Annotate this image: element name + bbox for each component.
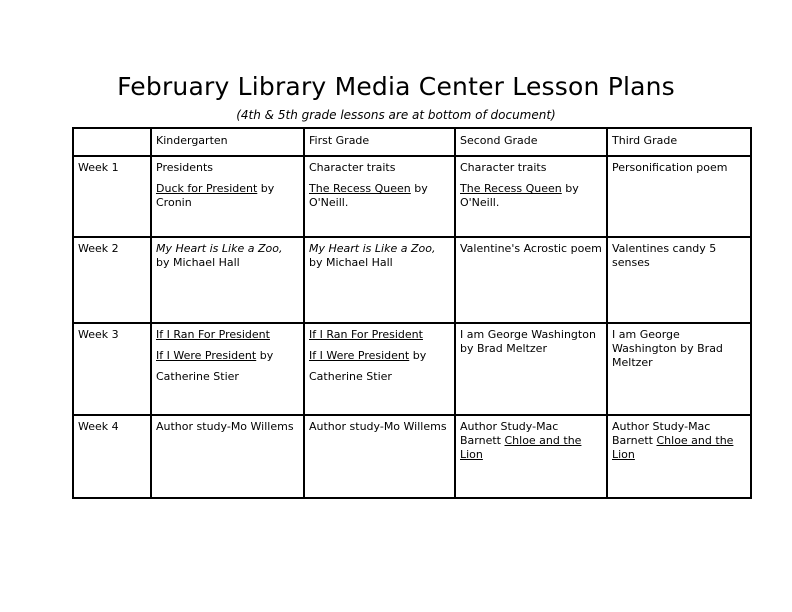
- cell-first-grade: [304, 323, 455, 415]
- table-row: [73, 323, 751, 415]
- by-text: by: [409, 349, 427, 362]
- book-title: If I Ran For President: [309, 328, 423, 341]
- cell-third-grade: [607, 323, 751, 415]
- book-title: The Recess Queen: [460, 182, 562, 195]
- author: Catherine Stier: [156, 370, 239, 383]
- topic: Valentines candy 5 senses: [612, 242, 717, 269]
- lesson-plan-table: [72, 127, 752, 499]
- topic: Author Study-Mac Barnett: [612, 420, 711, 447]
- table-row: [73, 415, 751, 498]
- table-header-row: [73, 128, 751, 156]
- topic: Author study-Mo Willems: [309, 420, 447, 433]
- book-title: Chloe and the Lion: [612, 434, 734, 461]
- by-text: by: [410, 182, 428, 195]
- book-title: Chloe and the Lion: [460, 434, 582, 461]
- book-title: If I Were President: [309, 349, 410, 362]
- week-label: Week 3: [73, 323, 151, 415]
- topic: I am George Washington by Brad Meltzer: [612, 328, 723, 369]
- week-label: Week 1: [73, 156, 151, 237]
- cell-second-grade: [455, 323, 607, 415]
- author: Catherine Stier: [309, 370, 392, 383]
- book-title: If I Were President: [156, 349, 257, 362]
- author: Cronin: [156, 196, 192, 209]
- cell-third-grade: [607, 156, 751, 237]
- topic: Character traits: [309, 161, 396, 174]
- header-second-grade: Second Grade: [455, 128, 607, 156]
- header-first-grade: First Grade: [304, 128, 455, 156]
- table-row: [73, 156, 751, 237]
- book-title: Duck for President: [156, 182, 258, 195]
- week-label: Week 2: [73, 237, 151, 323]
- header-blank: [73, 128, 151, 156]
- cell-second-grade: [455, 415, 607, 498]
- cell-first-grade: [304, 156, 455, 237]
- cell-second-grade: [455, 237, 607, 323]
- page-subtitle: (4th & 5th grade lessons are at bottom of document): [236, 108, 556, 122]
- topic: I am George Washington by Brad Meltzer: [460, 328, 596, 355]
- cell-third-grade: [607, 415, 751, 498]
- topic: Presidents: [156, 161, 214, 174]
- topic: Character traits: [460, 161, 547, 174]
- book-title: My Heart is Like a Zoo,: [156, 242, 283, 255]
- cell-kindergarten: [151, 237, 304, 323]
- cell-kindergarten: [151, 156, 304, 237]
- book-title: The Recess Queen: [309, 182, 411, 195]
- header-third-grade: Third Grade: [607, 128, 751, 156]
- author: O'Neill.: [460, 196, 500, 209]
- topic: Valentine's Acrostic poem: [460, 242, 602, 255]
- by-text: by: [257, 182, 275, 195]
- by-text: by: [561, 182, 579, 195]
- cell-third-grade: [607, 237, 751, 323]
- topic: Author Study-Mac Barnett: [460, 420, 559, 447]
- week-label: Week 4: [73, 415, 151, 498]
- book-title: My Heart is Like a Zoo,: [309, 242, 436, 255]
- author: by Michael Hall: [309, 256, 393, 269]
- author: by Michael Hall: [156, 256, 240, 269]
- page-title: February Library Media Center Lesson Plans: [117, 72, 675, 101]
- author: O'Neill.: [309, 196, 349, 209]
- by-text: by: [256, 349, 274, 362]
- cell-second-grade: [455, 156, 607, 237]
- topic: Personification poem: [612, 161, 728, 174]
- header-kindergarten: Kindergarten: [151, 128, 304, 156]
- cell-kindergarten: [151, 415, 304, 498]
- table-row: [73, 237, 751, 323]
- topic: Author study-Mo Willems: [156, 420, 294, 433]
- cell-first-grade: [304, 237, 455, 323]
- book-title: If I Ran For President: [156, 328, 270, 341]
- cell-first-grade: [304, 415, 455, 498]
- cell-kindergarten: [151, 323, 304, 415]
